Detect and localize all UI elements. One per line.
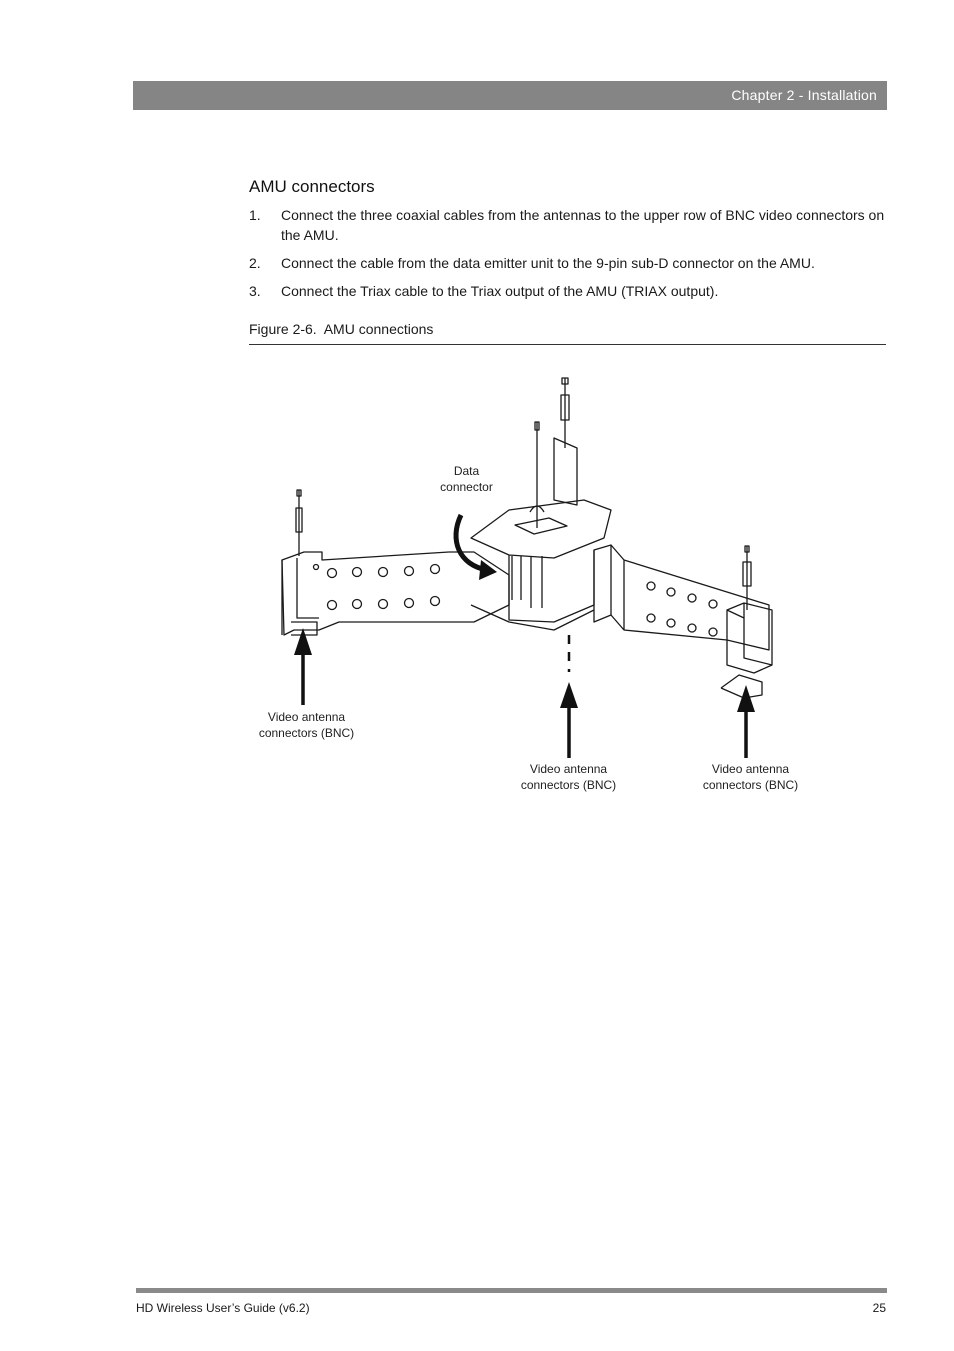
chapter-title: Chapter 2 - Installation <box>731 87 877 103</box>
figure-rule <box>249 344 886 345</box>
step-item <box>249 253 886 273</box>
step-text: Connect the Triax cable to the Triax output of the AMU (TRIAX output). <box>281 283 719 299</box>
right-arm-holes <box>647 582 717 636</box>
data-connector-label: Data connector <box>440 464 493 494</box>
step-text: Connect the three coaxial cables from the antennas to the upper row of BNC video connectors on the AMU. <box>281 207 885 243</box>
hub-box <box>509 550 594 622</box>
left-arm-holes <box>314 565 440 610</box>
figure-caption <box>249 321 433 337</box>
step-number: 1. <box>249 207 261 223</box>
step-number: 3. <box>249 283 261 299</box>
rear-antenna <box>561 378 569 448</box>
left-antenna <box>296 490 302 556</box>
step-item <box>249 281 886 301</box>
steps-list <box>249 205 886 309</box>
right-foot <box>721 675 762 698</box>
amu-illustration <box>249 360 886 820</box>
page-number: 25 <box>872 1301 886 1315</box>
center-arrow <box>560 635 578 758</box>
left-bnc-label: Video antenna connectors (BNC) <box>258 710 355 740</box>
footer-bar <box>136 1288 887 1293</box>
chapter-header-bar <box>133 81 887 110</box>
right-bnc-label: Video antenna connectors (BNC) <box>702 762 799 792</box>
center-bnc-label: Video antenna connectors (BNC) <box>520 762 617 792</box>
right-antenna <box>743 546 751 610</box>
footer-guide-title: HD Wireless User’s Guide (v6.2) <box>136 1301 310 1315</box>
step-item <box>249 205 886 245</box>
left-arrow <box>294 628 312 705</box>
figure-title: AMU connections <box>323 321 434 337</box>
amu-diagram <box>249 360 886 820</box>
step-text: Connect the cable from the data emitter unit to the 9-pin sub-D connector on the AMU. <box>281 255 815 271</box>
section-heading: AMU connectors <box>249 177 375 196</box>
figure-label: Figure 2-6. <box>249 321 317 337</box>
step-number: 2. <box>249 255 261 271</box>
center-antenna <box>530 422 544 528</box>
